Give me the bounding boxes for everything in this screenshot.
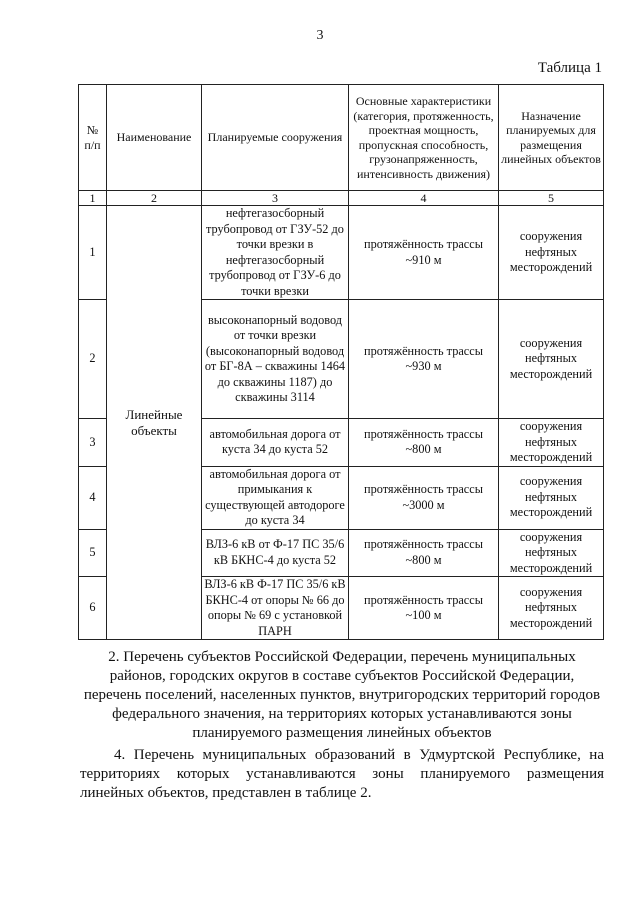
structure-cell: ВЛЗ-6 кВ от Ф-17 ПС 35/6 кВ БКНС-4 до куста 52 xyxy=(202,529,349,577)
column-number: 4 xyxy=(349,191,499,206)
purpose-cell: сооружения нефтяных месторождений xyxy=(499,577,604,640)
header-characteristics: Основные характеристики (категория, протяженность, проектная мощность, пропускная способность, грузонапряженность, интенсивность движения) xyxy=(349,85,499,191)
header-purpose: Назначение планируемых для размещения линейных объектов xyxy=(499,85,604,191)
column-number-row xyxy=(79,191,604,206)
header-structures: Планируемые сооружения xyxy=(202,85,349,191)
structure-cell: высоконапорный водовод от точки врезки (высоконапорный водовод от БГ-8А – скважины 1464 до скважины 1187) до скважины 3114 xyxy=(202,300,349,419)
row-number-cell: 5 xyxy=(79,529,107,577)
page-number: 3 xyxy=(316,28,324,43)
table-caption: Таблица 1 xyxy=(537,60,602,76)
row-number-cell: 3 xyxy=(79,419,107,467)
characteristics-cell: протяжённость трассы ~100 м xyxy=(349,577,499,640)
structure-cell: нефтегазосборный трубопровод от ГЗУ-52 до точки врезки в нефтегазосборный трубопровод от ГЗУ-6 до точки врезки xyxy=(202,206,349,300)
row-number-cell: 2 xyxy=(79,300,107,419)
purpose-cell: сооружения нефтяных месторождений xyxy=(499,300,604,419)
column-number: 2 xyxy=(107,191,202,206)
purpose-cell: сооружения нефтяных месторождений xyxy=(499,529,604,577)
column-number: 1 xyxy=(79,191,107,206)
structure-cell: автомобильная дорога от куста 34 до куста 52 xyxy=(202,419,349,467)
row-number-cell: 1 xyxy=(79,206,107,300)
characteristics-cell: протяжённость трассы ~3000 м xyxy=(349,466,499,529)
column-number: 3 xyxy=(202,191,349,206)
purpose-cell: сооружения нефтяных месторождений xyxy=(499,206,604,300)
characteristics-cell: протяжённость трассы ~800 м xyxy=(349,419,499,467)
purpose-cell: сооружения нефтяных месторождений xyxy=(499,419,604,467)
column-number: 5 xyxy=(499,191,604,206)
paragraph-4: 4. Перечень муниципальных образований в Удмуртской Республике, на территориях которых устанавливаются зоны планируемого размещения линейных объектов, представлен в таблице 2. xyxy=(80,747,604,801)
structure-cell: ВЛЗ-6 кВ Ф-17 ПС 35/6 кВ БКНС-4 от опоры № 66 до опоры № 69 с установкой ПАРН xyxy=(202,577,349,640)
purpose-cell: сооружения нефтяных месторождений xyxy=(499,466,604,529)
characteristics-cell: протяжённость трассы ~800 м xyxy=(349,529,499,577)
characteristics-cell: протяжённость трассы ~910 м xyxy=(349,206,499,300)
linear-objects-table xyxy=(78,84,604,640)
table-row xyxy=(79,206,604,300)
row-number-cell: 6 xyxy=(79,577,107,640)
object-group-name: Линейные объекты xyxy=(107,206,202,640)
paragraph-2: 2. Перечень субъектов Российской Федерации, перечень муниципальных районов, городских округов в составе субъектов Российской Федерации, перечень поселений, населенных пунктов, внутригородских территорий городов федерального значения, на территориях которых устанавливаются зоны планируемого размещения линейных объектов xyxy=(83,649,601,741)
structure-cell: автомобильная дорога от примыкания к существующей автодороге до куста 34 xyxy=(202,466,349,529)
header-name: Наименование xyxy=(107,85,202,191)
row-number-cell: 4 xyxy=(79,466,107,529)
header-number: № п/п xyxy=(79,85,107,191)
table-header-row xyxy=(79,85,604,191)
characteristics-cell: протяжённость трассы ~930 м xyxy=(349,300,499,419)
